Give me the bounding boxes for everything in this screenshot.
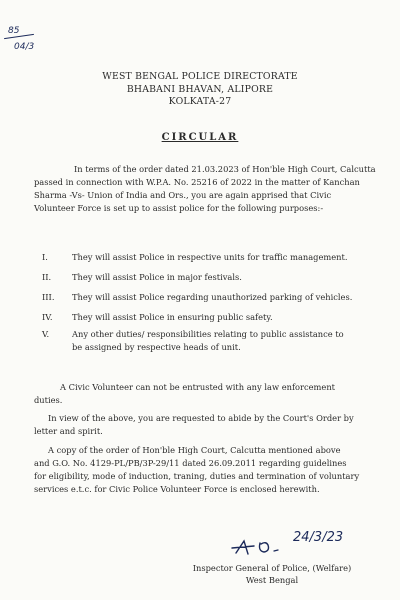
list-item-text: They will assist Police in major festivals. — [72, 272, 242, 282]
letterhead-line-2: BHABANI BHAVAN, ALIPORE — [126, 83, 274, 95]
list-item — [42, 271, 387, 284]
paragraph-line: A copy of the order of Hon'ble High Court, Calcutta mentioned above — [48, 445, 341, 455]
list-item-text: They will assist Police in ensuring public safety. — [72, 312, 273, 322]
paragraph-line: In terms of the order dated 21.03.2023 of Hon'ble High Court, Calcutta — [74, 164, 376, 174]
request-paragraph — [34, 412, 384, 438]
paragraph-line: Volunteer Force is set up to assist police for the following purposes:- — [34, 203, 324, 213]
paragraph-line: and G.O. No. 4129-PL/PB/3P-29/11 dated 26.09.2011 regarding guidelines — [34, 458, 347, 468]
list-item — [42, 328, 387, 354]
document-title: CIRCULAR — [161, 132, 239, 143]
paragraph-line: In view of the above, you are requested to abide by the Court's Order by — [48, 413, 354, 423]
signature-date: 24/3/23 — [293, 530, 344, 545]
intro-paragraph — [34, 163, 384, 215]
signature-mark — [230, 537, 300, 559]
purposes-list — [42, 251, 387, 361]
list-item — [42, 251, 387, 264]
list-item-text: They will assist Police in respective units for traffic management. — [72, 252, 348, 262]
list-item-number: V. — [42, 329, 50, 339]
list-item-number: IV. — [42, 312, 53, 322]
paragraph-line: letter and spirit. — [34, 426, 103, 436]
paragraph-line: for eligibility, mode of induction, traning, duties and termination of voluntary — [34, 471, 360, 481]
list-item-text: be assigned by respective heads of unit. — [72, 342, 241, 352]
list-item-number: II. — [42, 272, 52, 282]
paragraph-line: A Civic Volunteer can not be entrusted with any law enforcement — [60, 382, 335, 392]
list-item-text: They will assist Police regarding unauthorized parking of vehicles. — [72, 292, 353, 302]
paragraph-line: Sharma -Vs- Union of India and Ors., you are again apprised that Civic — [34, 190, 332, 200]
handwritten-corner-date: 04/3 — [14, 42, 35, 52]
list-item — [42, 311, 387, 324]
paragraph-line: passed in connection with W.P.A. No. 25216 of 2022 in the matter of Kanchan — [34, 177, 360, 187]
enclosure-paragraph — [34, 444, 384, 496]
list-item-number: I. — [42, 252, 48, 262]
letterhead-line-1: WEST BENGAL POLICE DIRECTORATE — [102, 71, 298, 82]
list-item-number: III. — [42, 292, 55, 302]
signatory-block — [172, 562, 372, 586]
restriction-paragraph — [34, 381, 384, 407]
signatory-title: Inspector General of Police, (Welfare) — [192, 563, 352, 573]
signatory-place: West Bengal — [245, 575, 299, 585]
list-item — [42, 291, 387, 304]
list-item-text: Any other duties/ responsibilities relating to public assistance to — [72, 329, 344, 339]
letterhead — [0, 71, 400, 109]
paragraph-line: duties. — [34, 395, 63, 405]
handwritten-number: 85 — [8, 26, 20, 36]
letterhead-line-3: KOLKATA-27 — [168, 96, 232, 107]
paragraph-line: services e.t.c. for Civic Police Volunteer Force is enclosed herewith. — [34, 484, 320, 494]
